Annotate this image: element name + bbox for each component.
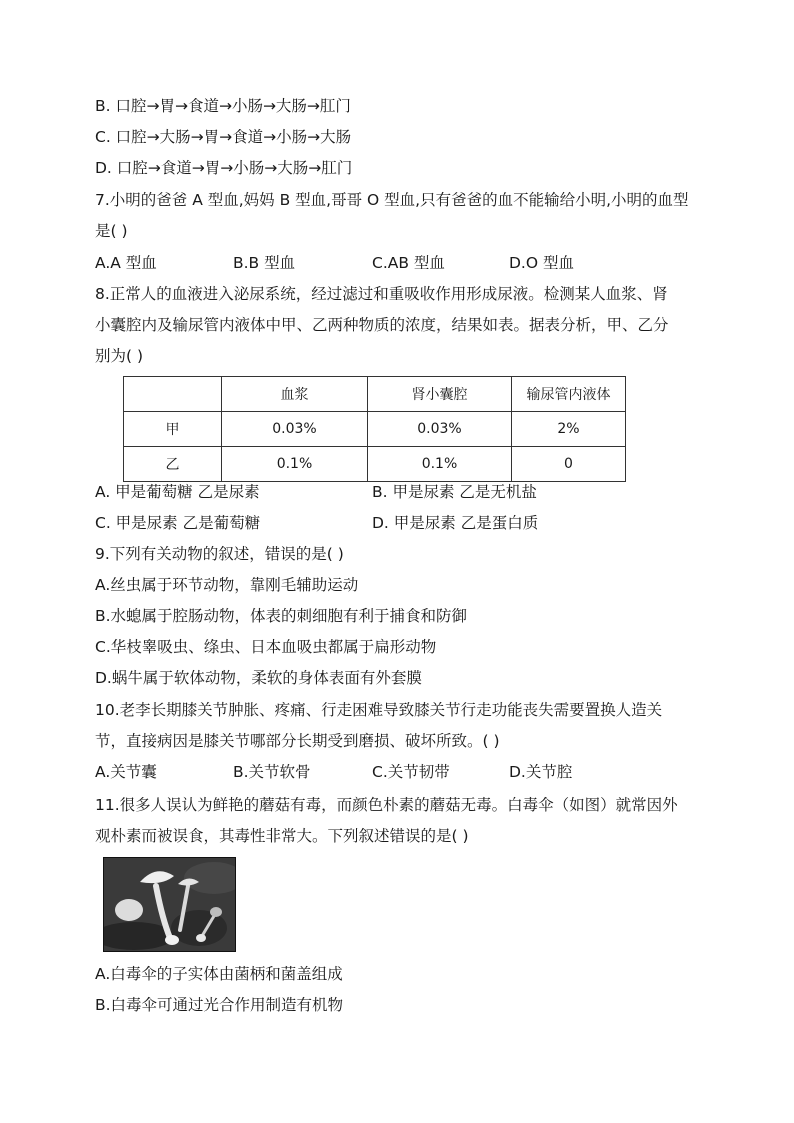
q7-stem-line1: 7.小明的爸爸 A 型血,妈妈 B 型血,哥哥 O 型血,只有爸爸的血不能输给小明,小明的血型 xyxy=(95,191,689,209)
q8-options-row2 xyxy=(95,513,715,533)
q8-stem-line3: 别为( ) xyxy=(95,347,144,365)
q10-option-b: B.关节软骨 xyxy=(233,763,311,781)
table-cell: 0.1% xyxy=(368,447,512,482)
q8-option-c: C. 甲是尿素 乙是葡萄糖 xyxy=(95,514,261,532)
q9-option-a: A.丝虫属于环节动物，靠刚毛辅助运动 xyxy=(95,576,359,594)
q9-option-c: C.华枝睾吸虫、绦虫、日本血吸虫都属于扁形动物 xyxy=(95,638,437,656)
q7-options xyxy=(95,253,715,273)
q9-option-b: B.水螅属于腔肠动物，体表的刺细胞有利于捕食和防御 xyxy=(95,607,468,625)
q6-option-d: D. 口腔→食道→胃→小肠→大肠→肛门 xyxy=(95,159,353,177)
q10-options xyxy=(95,762,715,782)
table-row xyxy=(124,447,626,482)
q7-option-d: D.O 型血 xyxy=(509,254,574,272)
q11-option-a: A.白毒伞的子实体由菌柄和菌盖组成 xyxy=(95,965,343,983)
q6-option-b: B. 口腔→胃→食道→小肠→大肠→肛门 xyxy=(95,97,351,115)
q11-stem-line2: 观朴素而被误食，其毒性非常大。下列叙述错误的是( ) xyxy=(95,827,469,845)
table-cell: 0.03% xyxy=(222,412,368,447)
q6-option-c: C. 口腔→大肠→胃→食道→小肠→大肠 xyxy=(95,128,352,146)
q11-option-b: B.白毒伞可通过光合作用制造有机物 xyxy=(95,996,344,1014)
q7-option-a: A.A 型血 xyxy=(95,254,157,272)
q10-stem-line1: 10.老李长期膝关节肿胀、疼痛、行走困难导致膝关节行走功能丧失需要置换人造关 xyxy=(95,701,663,719)
q10-stem-line2: 节，直接病因是膝关节哪部分长期受到磨损、破坏所致。( ) xyxy=(95,732,500,750)
q8-option-b: B. 甲是尿素 乙是无机盐 xyxy=(372,483,537,501)
q7-option-c: C.AB 型血 xyxy=(372,254,445,272)
table-header-row xyxy=(124,377,626,412)
q8-stem-line2: 小囊腔内及输尿管内液体中甲、乙两种物质的浓度，结果如表。据表分析，甲、乙分 xyxy=(95,316,669,334)
q11-stem-line1: 11.很多人误认为鲜艳的蘑菇有毒，而颜色朴素的蘑菇无毒。白毒伞（如图）就常因外 xyxy=(95,796,678,814)
q8-stem-line1: 8.正常人的血液进入泌尿系统，经过滤过和重吸收作用形成尿液。检测某人血浆、肾 xyxy=(95,285,668,303)
q9-stem: 9.下列有关动物的叙述，错误的是( ) xyxy=(95,545,344,563)
table-cell: 0.1% xyxy=(222,447,368,482)
table-cell: 2% xyxy=(512,412,626,447)
table-cell: 乙 xyxy=(124,447,222,482)
q10-option-c: C.关节韧带 xyxy=(372,763,450,781)
table-cell: 0 xyxy=(512,447,626,482)
table-header-cell: 血浆 xyxy=(222,377,368,412)
q9-option-d: D.蜗牛属于软体动物，柔软的身体表面有外套膜 xyxy=(95,669,422,687)
table-header-cell xyxy=(124,377,222,412)
q7-stem-line2: 是( ) xyxy=(95,222,128,240)
q8-option-a: A. 甲是葡萄糖 乙是尿素 xyxy=(95,483,260,501)
mushroom-photo xyxy=(103,857,236,952)
table-header-cell: 肾小囊腔 xyxy=(368,377,512,412)
table-row xyxy=(124,412,626,447)
q8-options-row1 xyxy=(95,482,715,502)
table-cell: 甲 xyxy=(124,412,222,447)
q10-option-a: A.关节囊 xyxy=(95,763,157,781)
q10-option-d: D.关节腔 xyxy=(509,763,573,781)
concentration-table xyxy=(123,376,626,482)
table-header-cell: 输尿管内液体 xyxy=(512,377,626,412)
q8-option-d: D. 甲是尿素 乙是蛋白质 xyxy=(372,514,539,532)
q7-option-b: B.B 型血 xyxy=(233,254,296,272)
table-cell: 0.03% xyxy=(368,412,512,447)
